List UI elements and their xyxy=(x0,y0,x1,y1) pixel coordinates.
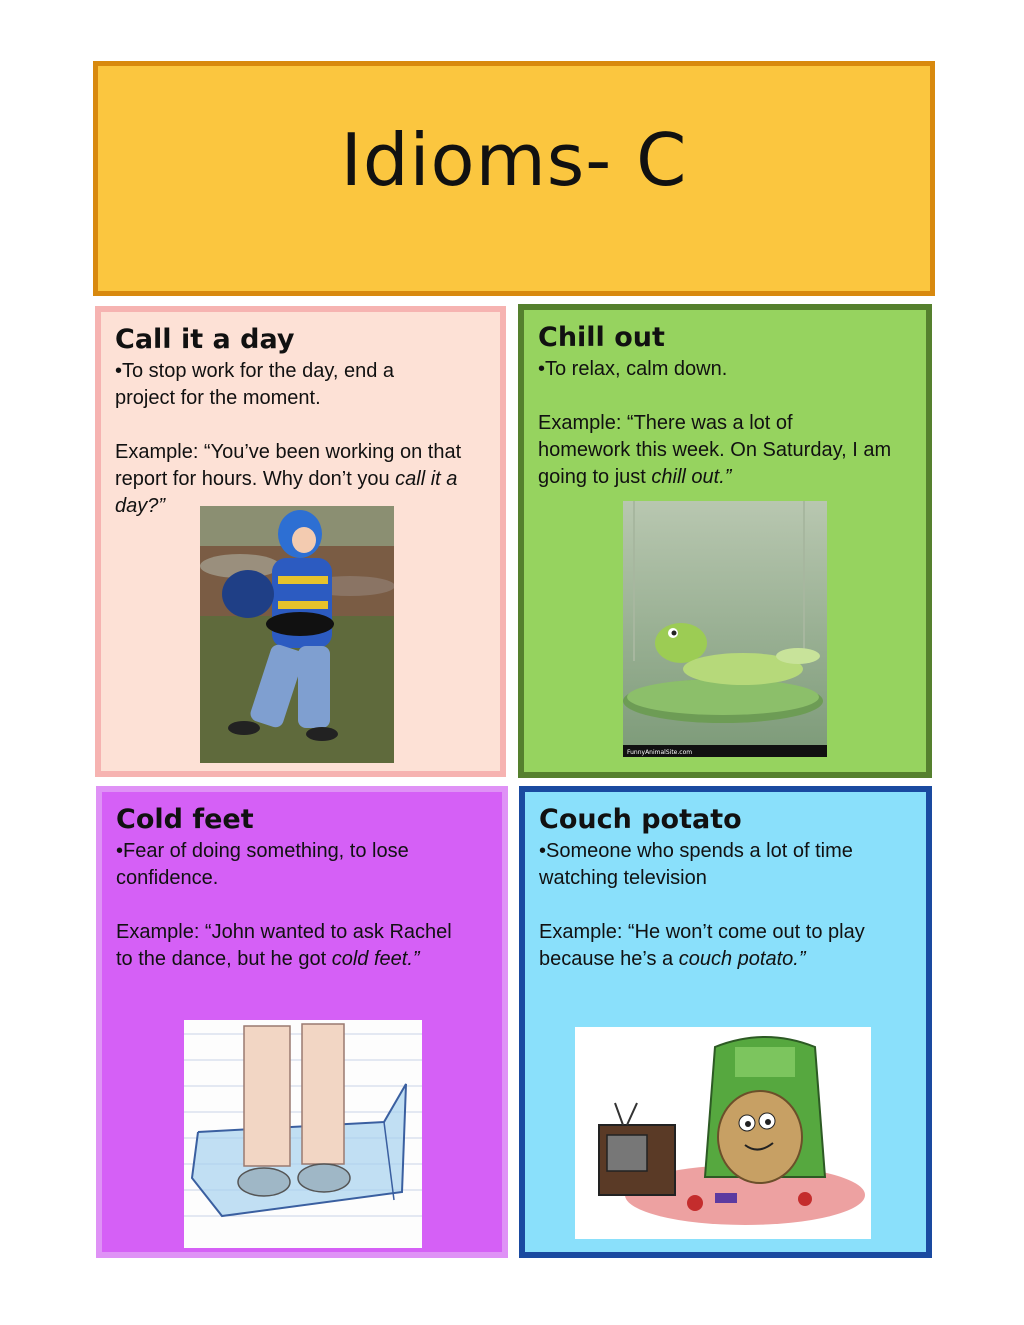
example-line: Example: “You’ve been working on that xyxy=(115,441,462,463)
example-line xyxy=(116,946,452,973)
feet-in-ice-image xyxy=(184,1020,422,1248)
example-text: going to just xyxy=(538,466,652,488)
example-line xyxy=(538,464,891,491)
idiom-card-call-it-a-day xyxy=(95,306,506,777)
definition-line: confidence. xyxy=(116,867,219,889)
example-line xyxy=(539,946,865,973)
idiom-body xyxy=(115,358,461,520)
definition-line: •To relax, calm down. xyxy=(538,358,728,380)
definition-line: •To stop work for the day, end a xyxy=(115,360,395,382)
idiom-card-chill-out xyxy=(518,304,932,778)
image-caption: FunnyAnimalSite.com xyxy=(627,749,693,756)
idiom-card-cold-feet xyxy=(96,786,508,1258)
example-italic: day?” xyxy=(115,495,166,517)
example-italic: call it a xyxy=(395,468,458,490)
couch-potato-image xyxy=(575,1027,871,1239)
definition-line: watching television xyxy=(539,867,707,889)
idiom-heading: Couch potato xyxy=(539,804,742,835)
definition-line: •Fear of doing something, to lose xyxy=(116,840,409,862)
idiom-body xyxy=(539,838,865,973)
example-text: report for hours. Why don’t you xyxy=(115,468,396,490)
idiom-heading: Call it a day xyxy=(115,324,295,355)
example-italic: couch potato.” xyxy=(678,948,806,970)
title-banner xyxy=(93,61,935,296)
idiom-body xyxy=(538,356,891,491)
idiom-body xyxy=(116,838,452,973)
example-line: homework this week. On Saturday, I am xyxy=(538,439,892,461)
example-line: Example: “There was a lot of xyxy=(538,412,793,434)
definition-line: •Someone who spends a lot of time xyxy=(539,840,853,862)
idiom-heading: Chill out xyxy=(538,322,665,353)
child-walking-image xyxy=(200,506,394,763)
example-italic: chill out.” xyxy=(651,466,732,488)
example-line xyxy=(115,466,461,493)
example-line: Example: “He won’t come out to play xyxy=(539,921,865,943)
idiom-card-couch-potato xyxy=(519,786,932,1258)
idiom-heading: Cold feet xyxy=(116,804,254,835)
example-text: because he’s a xyxy=(539,948,679,970)
definition-line: project for the moment. xyxy=(115,387,321,409)
example-text: to the dance, but he got xyxy=(116,948,332,970)
example-italic: cold feet.” xyxy=(331,948,420,970)
relaxing-frog-image xyxy=(623,501,827,757)
example-line: Example: “John wanted to ask Rachel xyxy=(116,921,452,943)
page-title: Idioms- C xyxy=(340,118,688,202)
